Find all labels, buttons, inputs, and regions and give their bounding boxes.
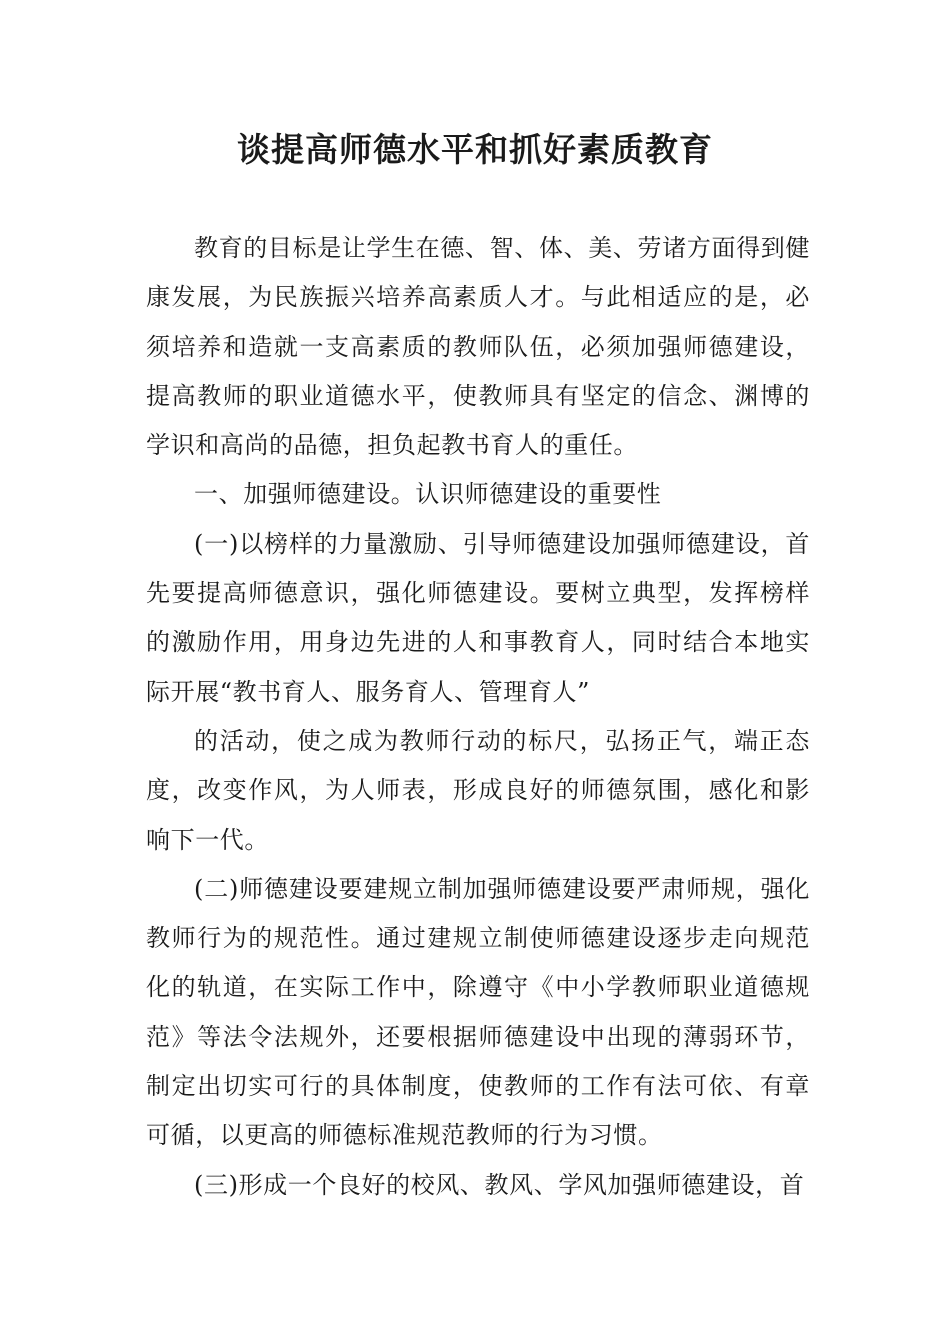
paragraph-intro: 教育的目标是让学生在德、智、体、美、劳诸方面得到健康发展，为民族振兴培养高素质人才。与此相适应的是，必须培养和造就一支高素质的教师队伍，必须加强师德建设，提高教师的职业道德水平，使教师具有坚定的信念、渊博的学识和高尚的品德，担负起教书育人的重任。 [146,234,810,460]
paragraph-item-2: (二)师德建设要建规立制加强师德建设要严肃师规，强化教师行为的规范性。通过建规立制使师德建设逐步走向规范化的轨道，在实际工作中，除遵守《中小学教师职业道德规范》等法令法规外，还要根据师德建设中出现的薄弱环节，制定出切实可行的具体制度，使教师的工作有法可依、有章可循，以更高的师德标准规范教师的行为习惯。 [146,874,810,1150]
paragraph-item-3: (三)形成一个良好的校风、教风、学风加强师德建设，首 [194,1170,805,1199]
section-heading-1: 一、加强师德建设。认识师德建设的重要性 [194,480,662,509]
document-title: 谈提高师德水平和抓好素质教育 [237,130,713,169]
paragraph-item-1-continued: 的活动，使之成为教师行动的标尺，弘扬正气，端正态度，改变作风，为人师表，形成良好的师德氛围，感化和影响下一代。 [146,726,810,854]
document-body [146,224,810,1210]
paragraph-item-1: (一)以榜样的力量激励、引导师德建设加强师德建设，首先要提高师德意识，强化师德建设。要树立典型，发挥榜样的激励作用，用身边先进的人和事教育人，同时结合本地实际开展“教书育人、服务育人、管理育人” [146,529,810,706]
